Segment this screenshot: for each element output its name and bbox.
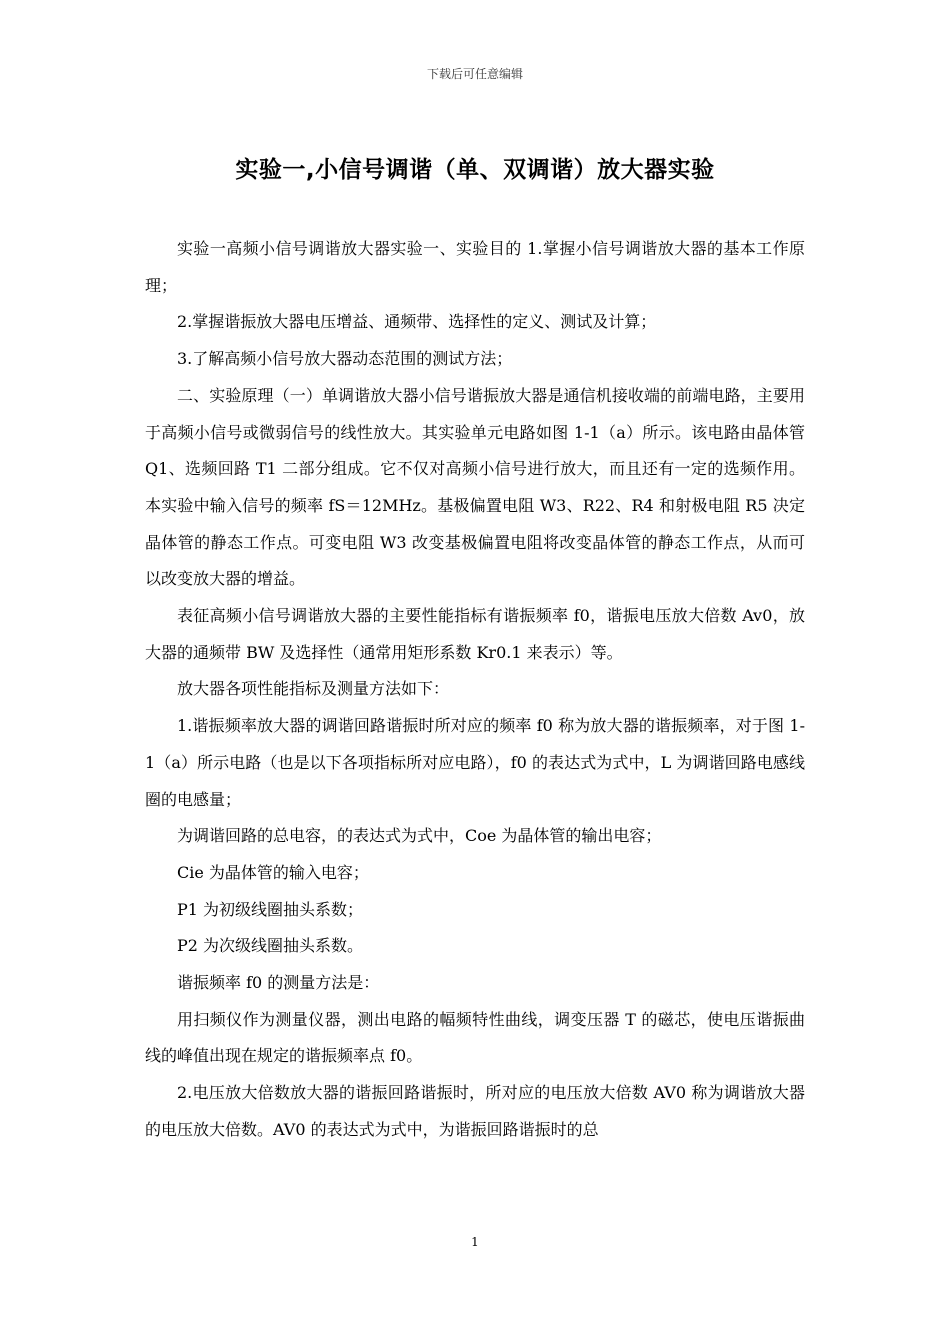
paragraph-total-capacitance: 为调谐回路的总电容，的表达式为式中，Coe 为晶体管的输出电容；: [177, 826, 662, 846]
paragraph-p2: P2 为次级线圈抽头系数。: [177, 936, 364, 956]
paragraph-p1: P1 为初级线圈抽头系数；: [177, 899, 364, 919]
paragraph-f0-method: 谐振频率 f0 的测量方法是：: [177, 973, 380, 993]
paragraph-measurement-intro: 放大器各项性能指标及测量方法如下：: [177, 679, 450, 699]
page-header: 下载后可任意编辑: [426, 67, 523, 81]
document-title: 实验一,小信号调谐（单、双调谐）放大器实验: [235, 157, 715, 183]
paragraph-performance-indicators: 表征高频小信号调谐放大器的主要性能指标有谐振频率 f0，谐振电压放大倍数 Av0，放大器的通频带 BW 及选择性（通常用矩形系数 Kr0.1 来表示）等。: [145, 606, 805, 662]
paragraph-principle: 二、实验原理（一）单调谐放大器小信号谐振放大器是通信机接收端的前端电路，主要用于高频小信号或微弱信号的线性放大。其实验单元电路如图 1-1（a）所示。该电路由晶体管 Q1、选频回路 T1 二部分组成。它不仅对高频小信号进行放大，而且还有一定的选频作用。本实验中输入信号的频率 fS＝12MHz。基极偏置电阻 W3、R22、R4 和射极电阻 R5 决定晶体管的静态工作点。可变电阻 W3 改变基极偏置电阻将改变晶体管的静态工作点，从而可以改变放大器的增益。: [145, 385, 805, 589]
document-body: [145, 231, 805, 1149]
paragraph-cie: Cie 为晶体管的输入电容；: [177, 862, 369, 882]
paragraph-objective-2: 2.掌握谐振放大器电压增益、通频带、选择性的定义、测试及计算；: [177, 312, 657, 332]
page-number: 1: [471, 1235, 479, 1249]
paragraph-sweep-method: 用扫频仪作为测量仪器，测出电路的幅频特性曲线，调变压器 T 的磁芯，使电压谐振曲线的峰值出现在规定的谐振频率点 f0。: [145, 1009, 805, 1066]
paragraph-resonant-frequency: 1.谐振频率放大器的调谐回路谐振时所对应的频率 f0 称为放大器的谐振频率，对于图 1-1（a）所示电路（也是以下各项指标所对应电路），f0 的表达式为式中，L 为调谐回路电感线圈的电感量；: [145, 716, 805, 809]
paragraph-voltage-gain: 2.电压放大倍数放大器的谐振回路谐振时，所对应的电压放大倍数 AV0 称为调谐放大器的电压放大倍数。AV0 的表达式为式中，为谐振回路谐振时的总: [145, 1083, 805, 1139]
paragraph-objective-3: 3.了解高频小信号放大器动态范围的测试方法；: [177, 349, 513, 369]
paragraph-objectives: 实验一高频小信号调谐放大器实验一、实验目的 1.掌握小信号调谐放大器的基本工作原理；: [145, 239, 805, 295]
